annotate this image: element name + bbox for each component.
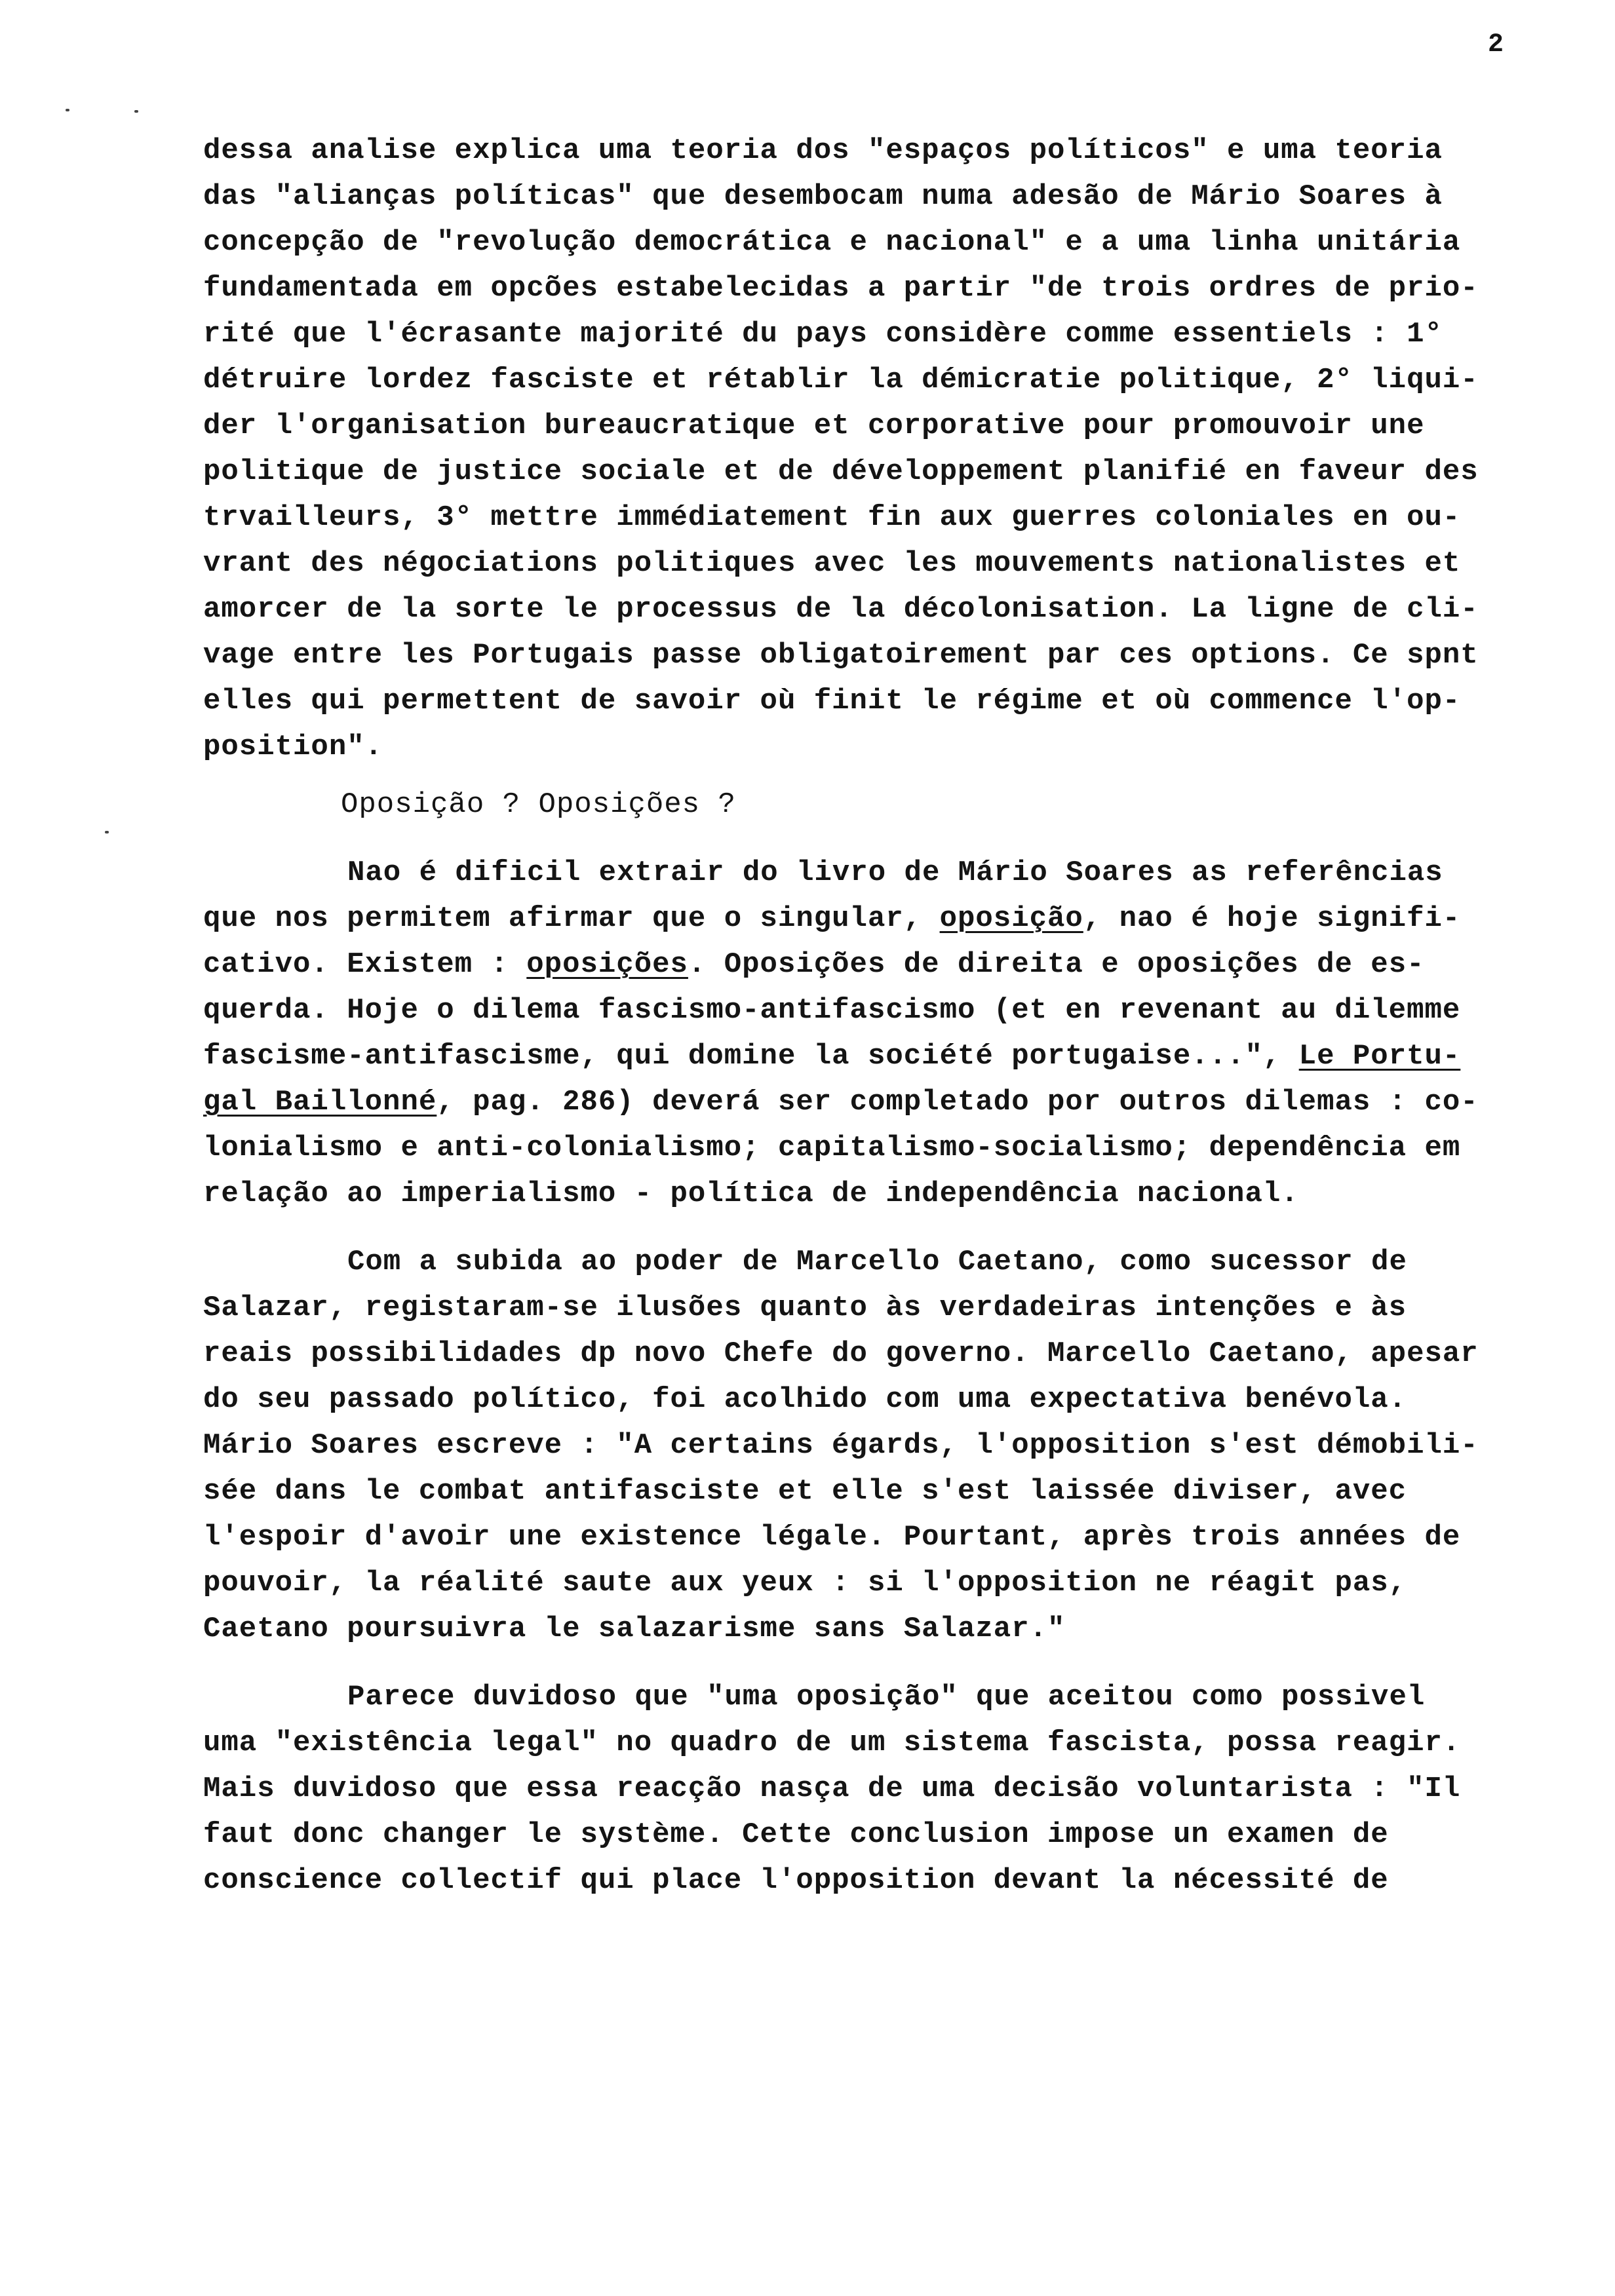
text-segment: cativo. Existem : [203, 948, 527, 981]
text-line: détruire lordez fasciste et rétablir la démicratie politique, 2° liqui- [203, 364, 1479, 396]
text-line: relação ao imperialismo - política de independência nacional. [203, 1177, 1299, 1210]
text-line: faut donc changer le système. Cette conclusion impose un examen de [203, 1818, 1389, 1851]
scan-speck [66, 109, 69, 111]
text-line [203, 942, 1580, 987]
text-line [203, 1033, 1580, 1079]
underlined-term: oposições [526, 948, 688, 981]
book-title-underlined: Le Portu- [1298, 1040, 1461, 1073]
text-line: Com a subida ao poder de Marcello Caetano, como sucessor de [347, 1246, 1407, 1278]
text-line: politique de justice sociale et de développement planifié en faveur des [203, 455, 1479, 488]
text-line: Nao é dificil extrair do livro de Mário Soares as referências [347, 856, 1443, 889]
text-line: das "alianças políticas" que desembocam numa adesão de Mário Soares à [203, 180, 1443, 213]
text-segment: . Oposições de direita e oposições de es- [688, 948, 1425, 981]
text-line: der l'organisation bureaucratique et corporative pour promouvoir une [203, 410, 1425, 442]
text-line: rité que l'écrasante majorité du pays considère comme essentiels : 1° [203, 318, 1443, 351]
text-segment: que nos permitem afirmar que o singular, [203, 902, 940, 935]
paragraph-2 [203, 850, 1580, 1217]
text-line: Mário Soares escreve : "A certains égards, l'opposition s'est démobili- [203, 1429, 1479, 1462]
text-segment: , pag. 286) deverá ser completado por outros dilemas : co- [437, 1086, 1479, 1119]
underlined-term: oposição [939, 902, 1083, 935]
page-number: 2 [1488, 30, 1504, 60]
text-line: pouvoir, la réalité saute aux yeux : si l'opposition ne réagit pas, [203, 1567, 1407, 1599]
text-line: sée dans le combat antifasciste et elle s'est laissée diviser, avec [203, 1475, 1407, 1508]
paragraph-1 [203, 128, 1580, 770]
paragraph-3 [203, 1239, 1580, 1652]
text-segment: fascisme-antifascisme, qui domine la société portugaise...", [203, 1040, 1299, 1073]
paragraph-4 [203, 1674, 1580, 1904]
text-line: elles qui permettent de savoir où finit le régime et où commence l'op- [203, 685, 1461, 718]
text-line: Parece duvidoso que "uma oposição" que aceitou como possivel [347, 1681, 1426, 1713]
text-line: Mais duvidoso que essa reacção nasça de uma decisão voluntarista : "Il [203, 1772, 1461, 1805]
text-line: uma "existência legal" no quadro de um sistema fascista, possa reagir. [203, 1727, 1461, 1759]
text-line: dessa analise explica uma teoria dos "espaços políticos" e uma teoria [203, 134, 1443, 167]
scan-speck [134, 110, 138, 113]
text-segment: , nao é hoje signifi- [1083, 902, 1461, 935]
text-line: position". [203, 731, 383, 763]
text-line: reais possibilidades dp novo Chefe do governo. Marcello Caetano, apesar [203, 1337, 1479, 1370]
text-line [203, 896, 1580, 942]
text-line: querda. Hoje o dilema fascismo-antifascismo (et en revenant au dilemme [203, 994, 1461, 1027]
text-line: conscience collectif qui place l'opposition devant la nécessité de [203, 1864, 1389, 1897]
text-line: amorcer de la sorte le processus de la décolonisation. La ligne de cli- [203, 593, 1479, 626]
text-line: Caetano poursuivra le salazarisme sans Salazar." [203, 1613, 1066, 1645]
scan-speck [105, 831, 109, 833]
text-line: do seu passado político, foi acolhido com uma expectativa benévola. [203, 1383, 1407, 1416]
book-title-underlined: gal Baillonné [203, 1086, 437, 1119]
text-line: vrant des négociations politiques avec les mouvements nationalistes et [203, 547, 1461, 580]
text-line [203, 1079, 1580, 1125]
text-line: vage entre les Portugais passe obligatoirement par ces options. Ce spnt [203, 639, 1479, 672]
text-line: Salazar, registaram-se ilusões quanto às verdadeiras intenções e às [203, 1292, 1407, 1324]
text-line: l'espoir d'avoir une existence légale. Pourtant, après trois années de [203, 1521, 1461, 1554]
section-heading: Oposição ? Oposições ? [341, 788, 736, 821]
text-line: trvailleurs, 3° mettre immédiatement fin aux guerres coloniales en ou- [203, 501, 1461, 534]
text-line: concepção de "revolução democrática e nacional" e a uma linha unitária [203, 226, 1461, 259]
text-line: lonialismo e anti-colonialismo; capitalismo-socialismo; dependência em [203, 1132, 1461, 1164]
body-text [203, 128, 1580, 1904]
text-line: fundamentada em opcões estabelecidas a partir "de trois ordres de prio- [203, 272, 1479, 305]
